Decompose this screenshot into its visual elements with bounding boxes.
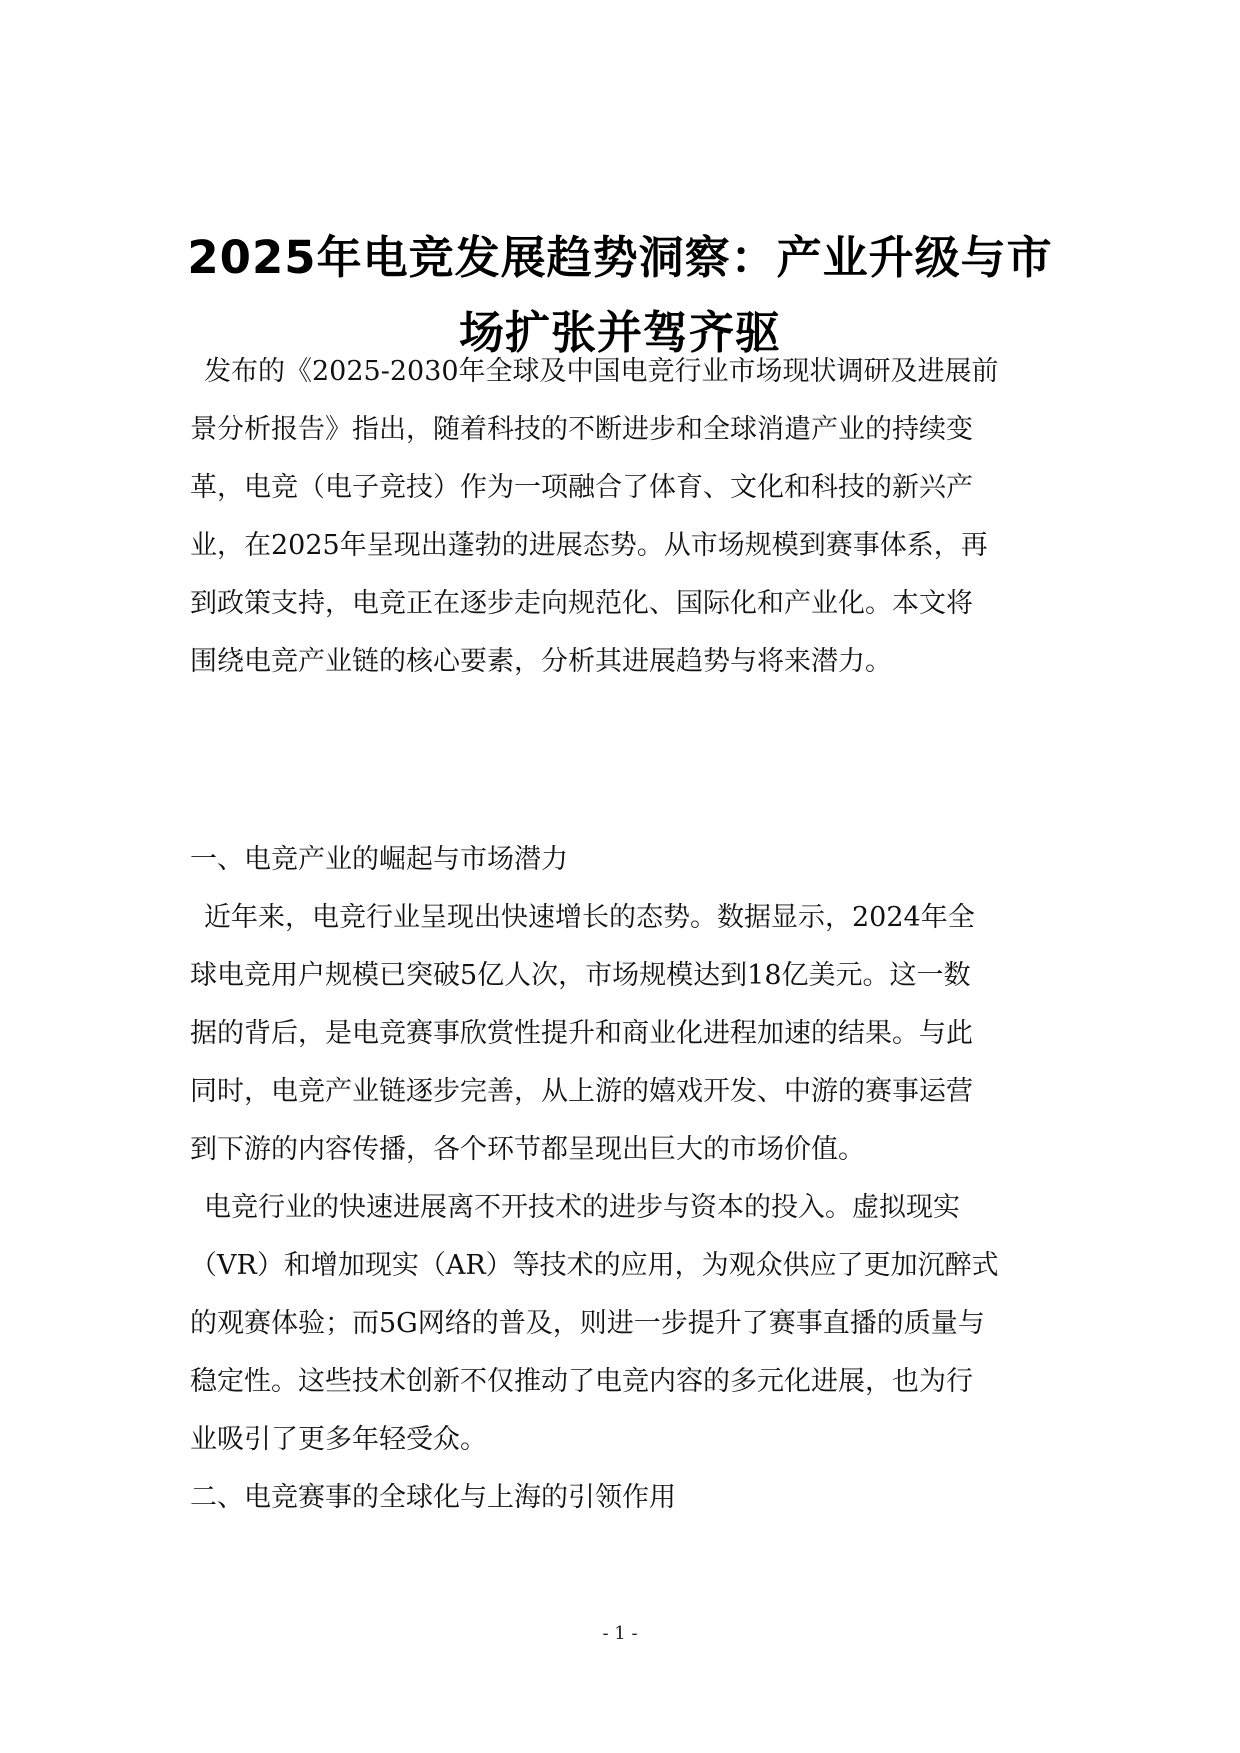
intro-line-3: 革，电竞（电子竞技）作为一项融合了体育、文化和科技的新兴产 [190,472,973,503]
s1p2-line-3: 的观赛体验；而5G网络的普及，则进一步提升了赛事直播的质量与 [190,1308,985,1339]
s1p1-line-4: 同时，电竞产业链逐步完善，从上游的嬉戏开发、中游的赛事运营 [190,1076,973,1107]
section-1-heading: 一、电竞产业的崛起与市场潜力 [190,844,568,875]
title-line-1: 2025年电竞发展趋势洞察：产业升级与市 [187,231,1053,285]
intro-line-1: 发布的《2025-2030年全球及中国电竞行业市场现状调研及进展前 [204,356,999,387]
section-2-heading: 二、电竞赛事的全球化与上海的引领作用 [190,1482,676,1513]
s1p1-line-5: 到下游的内容传播，各个环节都呈现出巨大的市场价值。 [190,1134,865,1165]
s1p2-line-4: 稳定性。这些技术创新不仅推动了电竞内容的多元化进展，也为行 [190,1366,973,1397]
intro-line-2: 景分析报告》指出，随着科技的不断进步和全球消遣产业的持续变 [190,414,973,445]
s1p1-line-3: 据的背后，是电竞赛事欣赏性提升和商业化进程加速的结果。与此 [190,1018,973,1049]
s1p2-line-5: 业吸引了更多年轻受众。 [190,1424,487,1455]
s1p2-line-2: （VR）和增加现实（AR）等技术的应用，为观众供应了更加沉醉式 [190,1250,999,1281]
intro-paragraph [190,343,1046,691]
s1p1-line-2: 球电竞用户规模已突破5亿人次，市场规模达到18亿美元。这一数 [190,960,971,991]
section-1-paragraph-2 [190,1179,1046,1469]
intro-line-6: 围绕电竞产业链的核心要素，分析其进展趋势与将来潜力。 [190,646,892,677]
intro-line-5: 到政策支持，电竞正在逐步走向规范化、国际化和产业化。本文将 [190,588,973,619]
section-1-paragraph-1 [190,889,1046,1179]
s1p2-line-1: 电竞行业的快速进展离不开技术的进步与资本的投入。虚拟现实 [204,1192,960,1223]
intro-line-4: 业，在2025年呈现出蓬勃的进展态势。从市场规模到赛事体系，再 [190,530,988,561]
page-number: - 1 - [602,1623,638,1644]
title-line-2: 场扩张并驾齐驱 [458,306,781,360]
s1p1-line-1: 近年来，电竞行业呈现出快速增长的态势。数据显示，2024年全 [204,902,975,933]
